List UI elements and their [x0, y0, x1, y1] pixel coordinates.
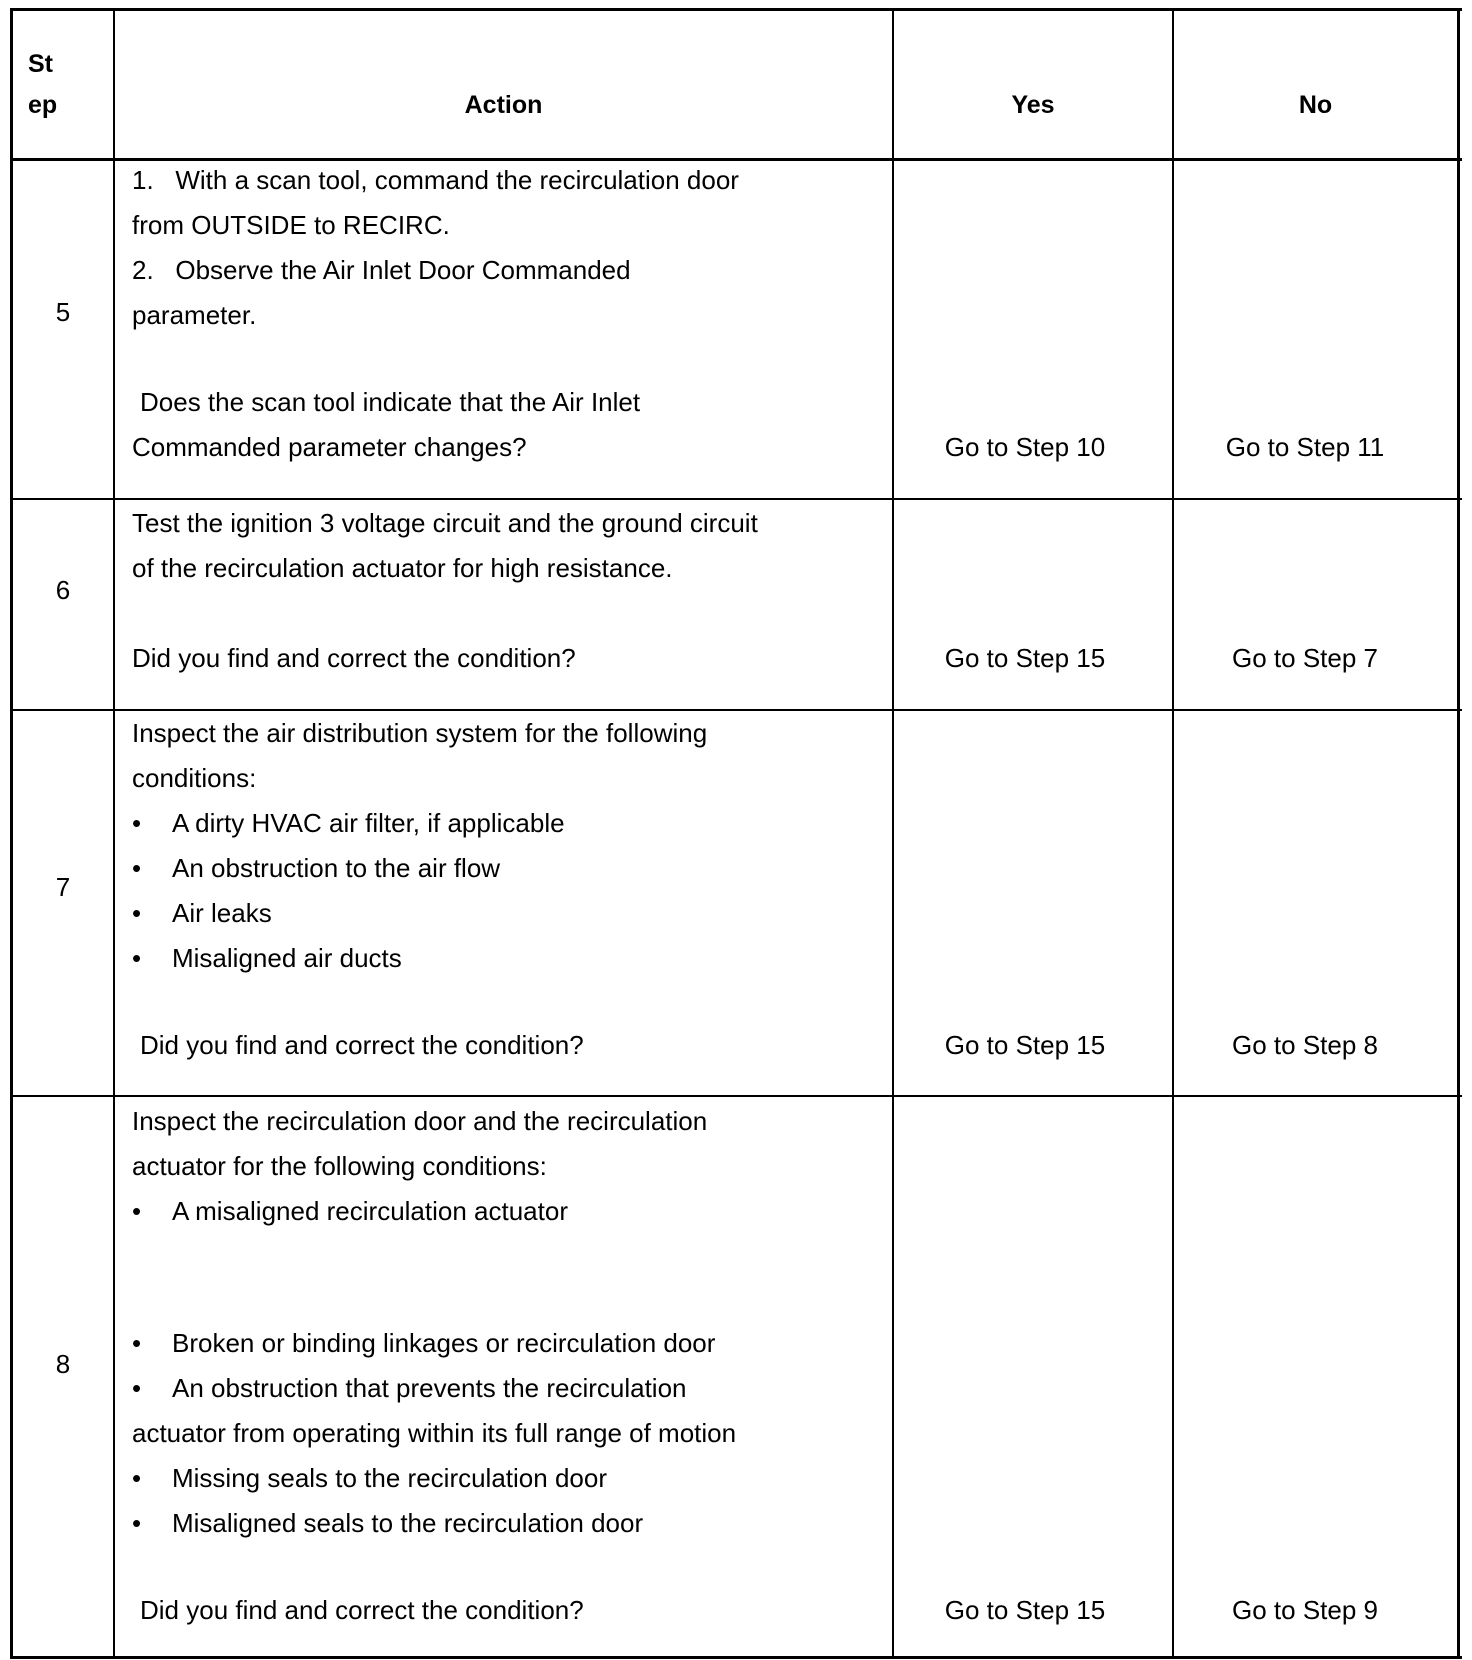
action-line: 1. With a scan tool, command the recirculation door: [132, 165, 739, 195]
action-question: Commanded parameter changes?: [132, 432, 527, 462]
header-yes: Yes: [1011, 91, 1055, 119]
bullet-icon: •: [132, 1508, 142, 1538]
table-border-top: [10, 8, 1462, 11]
yes-result: Go to Step 15: [944, 1030, 1106, 1060]
no-result: Go to Step 8: [1232, 1030, 1378, 1060]
bullet-icon: •: [132, 1328, 142, 1358]
bullet-item: [132, 898, 272, 929]
action-line: Inspect the recirculation door and the recirculation: [132, 1106, 708, 1136]
action-line: of the recirculation actuator for high resistance.: [132, 553, 673, 583]
table-border-bottom: [10, 1656, 1462, 1659]
bullet-text: Misaligned seals to the recirculation door: [172, 1508, 644, 1538]
bullet-text: Missing seals to the recirculation door: [172, 1463, 607, 1493]
step-number: 5: [55, 297, 71, 327]
no-result: Go to Step 9: [1232, 1595, 1378, 1625]
action-line: from OUTSIDE to RECIRC.: [132, 210, 450, 240]
header-divider: [10, 158, 1462, 161]
bullet-text: Broken or binding linkages or recirculation door: [172, 1328, 716, 1358]
bullet-item: [132, 1373, 687, 1404]
bullet-icon: •: [132, 898, 142, 928]
action-question: Did you find and correct the condition?: [132, 643, 576, 673]
header-no: No: [1298, 91, 1333, 119]
header-step-line1: St: [28, 50, 53, 78]
action-question: Did you find and correct the condition?: [140, 1595, 584, 1625]
bullet-text: A dirty HVAC air filter, if applicable: [172, 808, 565, 838]
action-line: actuator for the following conditions:: [132, 1151, 547, 1181]
step-number: 7: [55, 872, 71, 902]
bullet-item: [132, 1328, 716, 1359]
header-action: Action: [464, 91, 543, 119]
action-line: Inspect the air distribution system for the following: [132, 718, 708, 748]
table-border-right: [1457, 8, 1460, 1659]
table-border-left: [10, 8, 13, 1659]
bullet-item: [132, 853, 501, 884]
yes-result: Go to Step 15: [944, 643, 1106, 673]
bullet-text: Misaligned air ducts: [172, 943, 402, 973]
action-line: actuator from operating within its full range of motion: [132, 1418, 737, 1448]
no-result: Go to Step 11: [1225, 432, 1385, 462]
no-result: Go to Step 7: [1232, 643, 1378, 673]
row-divider: [10, 498, 1462, 500]
action-line: parameter.: [132, 300, 257, 330]
bullet-text: An obstruction that prevents the recirculation: [172, 1373, 687, 1403]
action-line: 2. Observe the Air Inlet Door Commanded: [132, 255, 631, 285]
row-divider: [10, 1095, 1462, 1097]
bullet-item: [132, 808, 565, 839]
bullet-icon: •: [132, 943, 142, 973]
bullet-text: An obstruction to the air flow: [172, 853, 501, 883]
action-line: conditions:: [132, 763, 257, 793]
bullet-item: [132, 1508, 644, 1539]
header-step-line2: ep: [28, 91, 58, 119]
bullet-text: A misaligned recirculation actuator: [172, 1196, 568, 1226]
bullet-text: Air leaks: [172, 898, 272, 928]
step-number: 6: [55, 575, 71, 605]
yes-result: Go to Step 15: [944, 1595, 1106, 1625]
bullet-icon: •: [132, 853, 142, 883]
bullet-icon: •: [132, 1196, 142, 1226]
action-question: Does the scan tool indicate that the Air Inlet: [140, 387, 641, 417]
bullet-icon: •: [132, 808, 142, 838]
action-line: Test the ignition 3 voltage circuit and the ground circuit: [132, 508, 758, 538]
row-divider: [10, 709, 1462, 711]
bullet-icon: •: [132, 1463, 142, 1493]
bullet-icon: •: [132, 1373, 142, 1403]
column-divider: [113, 8, 115, 1659]
action-question: Did you find and correct the condition?: [140, 1030, 584, 1060]
bullet-item: [132, 1196, 568, 1227]
bullet-item: [132, 943, 402, 974]
column-divider: [892, 8, 894, 1659]
yes-result: Go to Step 10: [944, 432, 1106, 462]
bullet-item: [132, 1463, 607, 1494]
column-divider: [1172, 8, 1174, 1659]
step-number: 8: [55, 1349, 71, 1379]
